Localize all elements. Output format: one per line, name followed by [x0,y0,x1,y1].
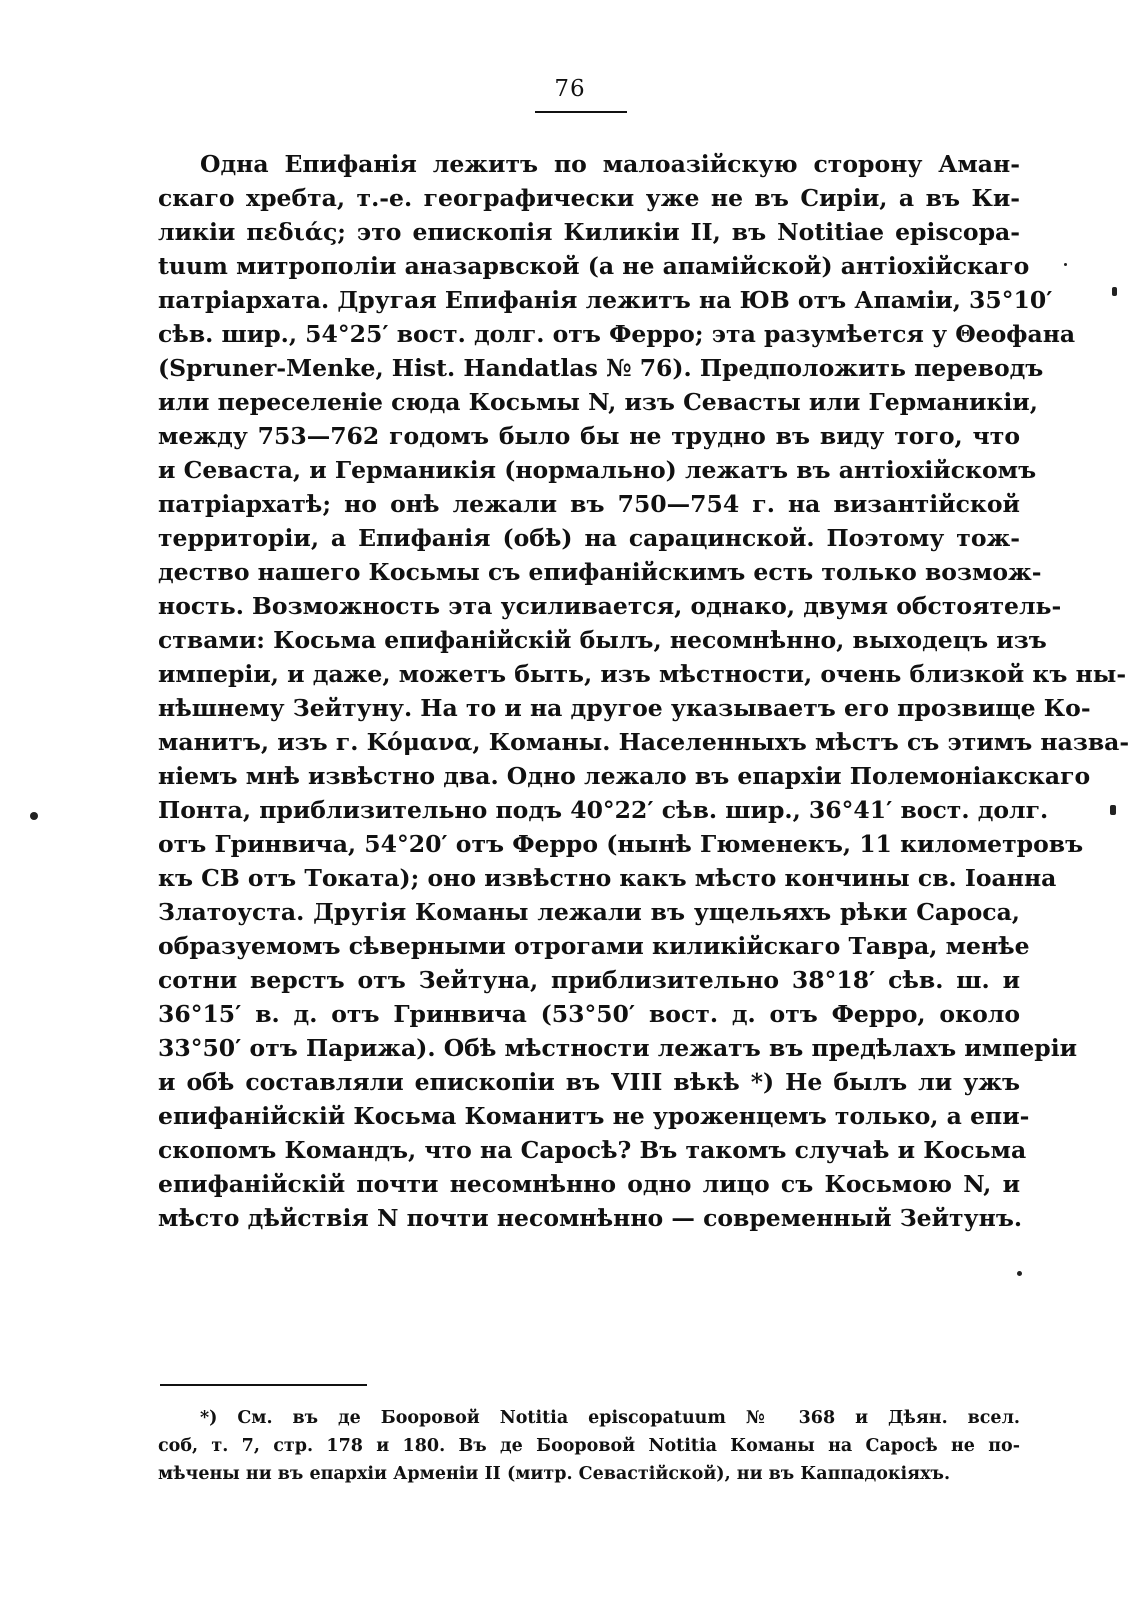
body-line: скопомъ Командъ, что на Саросѣ? Въ такомъ случаѣ и Косьма [158,1136,1027,1164]
body-line: Златоуста. Другія Команы лежали въ ущельяхъ рѣки Сароса, [158,898,1020,926]
footnote-line: *) См. въ де Бооровой Notitia episcopatuum № 368 и Дѣян. всел. [200,1408,1020,1428]
footnote [158,1404,1020,1488]
body-line: ствами: Косьма епифанійскій былъ, несомнѣнно, выходецъ изъ [158,626,1047,654]
body-line: образуемомъ сѣверными отрогами киликійскаго Тавра, менѣе [158,932,1030,960]
body-line: Одна Епифанія лежитъ по малоазійскую сторону Аман- [200,150,1020,178]
page-number-underline [535,111,627,113]
body-line: сотни верстъ отъ Зейтуна, приблизительно 38°18′ сѣв. ш. и [158,966,1020,994]
body-line: епифанійскій Косьма Команитъ не уроженцемъ только, а епи- [158,1102,1030,1130]
body-line: скаго хребта, т.-е. географически уже не въ Сиріи, а въ Ки- [158,184,1020,212]
body-line: патріархатѣ; но онѣ лежали въ 750—754 г. на византійской [158,490,1020,518]
scan-speck [1112,287,1117,296]
scan-speck [1110,805,1116,815]
body-line: епифанійскій почти несомнѣнно одно лицо съ Косьмою N, и [158,1170,1020,1198]
body-line: ность. Возможность эта усиливается, однако, двумя обстоятель- [158,592,1062,620]
body-line: мѣсто дѣйствія N почти несомнѣнно — современный Зейтунъ. [158,1204,1023,1232]
body-line: отъ Гринвича, 54°20′ отъ Ферро (нынѣ Гюменекъ, 11 километровъ [158,830,1084,858]
body-line: или переселеніе сюда Косьмы N, изъ Севасты или Германикіи, [158,388,1038,416]
body-line: къ СВ отъ Токата); оно извѣстно какъ мѣсто кончины св. Іоанна [158,864,1057,892]
body-line: ликіи πεδιάς; это епископія Киликіи II, въ Notitiae episcopa- [158,218,1020,246]
scan-speck [1064,263,1067,266]
body-line: манитъ, изъ г. Κόμανα, Команы. Населенныхъ мѣстъ съ этимъ назва- [158,728,1130,756]
body-line: территоріи, а Епифанія (обѣ) на сарацинской. Поэтому тож- [158,524,1020,552]
body-line: сѣв. шир., 54°25′ вост. долг. отъ Ферро; эта разумѣется у Θеофана [158,320,1076,348]
body-line: tuum митрополіи аназарвской (а не апамійской) антіохійскаго [158,252,1030,280]
body-line: 36°15′ в. д. отъ Гринвича (53°50′ вост. д. отъ Ферро, около [158,1000,1020,1028]
scan-speck [30,812,38,820]
body-line: (Spruner-Menke, Hist. Handatlas № 76). Предположить переводъ [158,354,1044,382]
page-number: 76 [554,76,586,102]
body-line: и Севаста, и Германикія (нормально) лежатъ въ антіохійскомъ [158,456,1037,484]
body-line: имперіи, и даже, можетъ быть, изъ мѣстности, очень близкой къ ны- [158,660,1127,688]
body-line: патріархата. Другая Епифанія лежитъ на ЮВ отъ Апаміи, 35°10′ [158,286,1053,314]
footnote-line: мѣчены ни въ епархіи Арменіи II (митр. Севастійской), ни въ Каппадокіяхъ. [158,1464,951,1484]
footnote-line: соб, т. 7, стр. 178 и 180. Въ де Бооровой Notitia Команы на Саросѣ не по- [158,1436,1020,1456]
scan-speck [1017,1271,1022,1276]
body-text [158,147,1130,1235]
body-line: дество нашего Косьмы съ епифанійскимъ есть только возмож- [158,558,1042,586]
body-line: Понта, приблизительно подъ 40°22′ сѣв. шир., 36°41′ вост. долг. [158,796,1049,824]
body-line: и обѣ составляли епископіи въ VIII вѣкѣ *) Не былъ ли ужъ [158,1068,1020,1096]
body-line: нѣшнему Зейтуну. На то и на другое указываетъ его прозвище Ко- [158,694,1091,722]
footnote-separator [160,1384,367,1386]
body-line: между 753—762 годомъ было бы не трудно въ виду того, что [158,422,1020,450]
body-line: ніемъ мнѣ извѣстно два. Одно лежало въ епархіи Полемоніакскаго [158,762,1091,790]
body-line: 33°50′ отъ Парижа). Обѣ мѣстности лежатъ въ предѣлахъ имперіи [158,1034,1078,1062]
